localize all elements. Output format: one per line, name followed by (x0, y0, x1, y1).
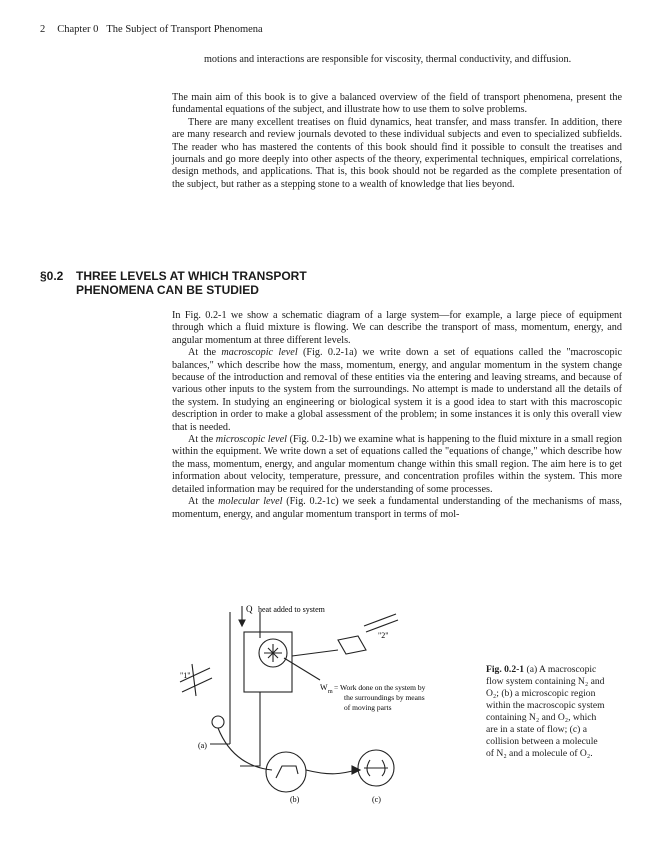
continued-paragraph (172, 54, 622, 66)
intro-text-block (172, 92, 622, 191)
term-macroscopic: macroscopic level (221, 347, 298, 359)
heat-label-q: Q (246, 604, 253, 614)
impeller-icon (259, 639, 287, 667)
paragraph-macroscopic: At the macroscopic level (Fig. 0.2-1a) we write down a set of equations called the "macroscopic balances," which describe how the mass, momentum, energy, and angular momentum in the system change because of the introduction and removal of these entities via the entering and leaving streams, and because of various other inputs to the system from the surroundings. No attempt is made to understand all the details of the system. In studying an engineering or biological system it is a good idea to start with this macroscopic description in order to make a global assessment of the problem; in some instances it is only this overall view that is needed. (172, 347, 622, 433)
heat-label-text: heat added to system (258, 605, 325, 614)
paragraph-schematic: In Fig. 0.2-1 we show a schematic diagram of a large system—for example, a large piece of equipment through which a fluid mixture is flowing. We can describe the transport of mass, momentum, energy, and angular momentum at three different levels. (172, 310, 622, 346)
paragraph-treatises: There are many excellent treatises on fluid dynamics, heat transfer, and mass transfer. In addition, there are many research and review journals devoted to these individual subjects and even to specialized subfields. The reader who has mastered the contents of this book should find it possible to consult the treatises and journals and go more deeply into other aspects of the theory, experimental techniques, empirical correlations, design methods, and applications. That is, this book should not be regarded as the complete presentation of the subject, but rather as a stepping stone to a wealth of knowledge that lies beyond. (172, 116, 622, 190)
section-text-block (172, 310, 622, 521)
work-text-1: = Work done on the system by (334, 683, 426, 692)
label-stream-1: "1" (180, 671, 191, 680)
outlet-nozzle (338, 636, 366, 654)
figure-caption (486, 664, 606, 760)
work-arrow (284, 658, 320, 680)
paragraph-main-aim: The main aim of this book is to give a balanced overview of the field of transport phenomena, present the fundamental equations of the subject, and illustrate how to use them to solve problems. (172, 92, 622, 116)
term-microscopic: microscopic level (215, 434, 287, 446)
microscopic-region-b (266, 752, 306, 792)
label-c: (c) (372, 795, 381, 804)
label-a: (a) (198, 741, 207, 750)
mixing-chamber (244, 632, 292, 692)
section-title-line2: PHENOMENA CAN BE STUDIED (76, 283, 259, 297)
paragraph-continuation: motions and interactions are responsible for viscosity, thermal conductivity, and diffusion. (204, 54, 572, 65)
chapter-label: Chapter 0 (57, 24, 99, 35)
work-symbol: W (320, 683, 328, 692)
label-b: (b) (290, 795, 300, 804)
work-subscript: m (328, 689, 333, 695)
label-stream-2: "2" (378, 631, 389, 640)
paragraph-molecular: At the molecular level (Fig. 0.2-1c) we seek a fundamental understanding of the mechanisms of mass, momentum, energy, and angular momentum transport in terms of mol- (172, 496, 622, 520)
work-text-3: of moving parts (344, 703, 392, 712)
page-number: 2 (40, 24, 46, 35)
caption-label: Fig. 0.2-1 (486, 664, 525, 675)
page-header (40, 24, 263, 35)
chapter-title: The Subject of Transport Phenomena (106, 24, 263, 35)
section-number: §0.2 (40, 269, 64, 283)
term-molecular: molecular level (218, 496, 283, 508)
paragraph-microscopic: At the microscopic level (Fig. 0.2-1b) we examine what is happening to the fluid mixture in a small region within the equipment. We write down a set of equations called the "equations of change," which describe how the mass, momentum, energy, and angular momentum change within this small region. The aim here is to get information about velocity, temperature, pressure, and concentration profiles within the system. This more detailed information may be required for the understanding of some processes. (172, 434, 622, 495)
caption-text: (a) A macroscopic flow system containing N₂ and O₂; (b) a microscopic region within the macroscopic system containing N₂ and O₂, which are in a state of flow; (c) a collision between a molecule of N₂ and a molecule of O₂. (486, 664, 605, 759)
work-text-2: the surroundings by means (344, 693, 425, 702)
section-title-line1: THREE LEVELS AT WHICH TRANSPORT (76, 269, 307, 283)
section-heading (40, 269, 307, 297)
figure-0-2-1 (160, 598, 480, 813)
sample-region-a (212, 716, 224, 728)
